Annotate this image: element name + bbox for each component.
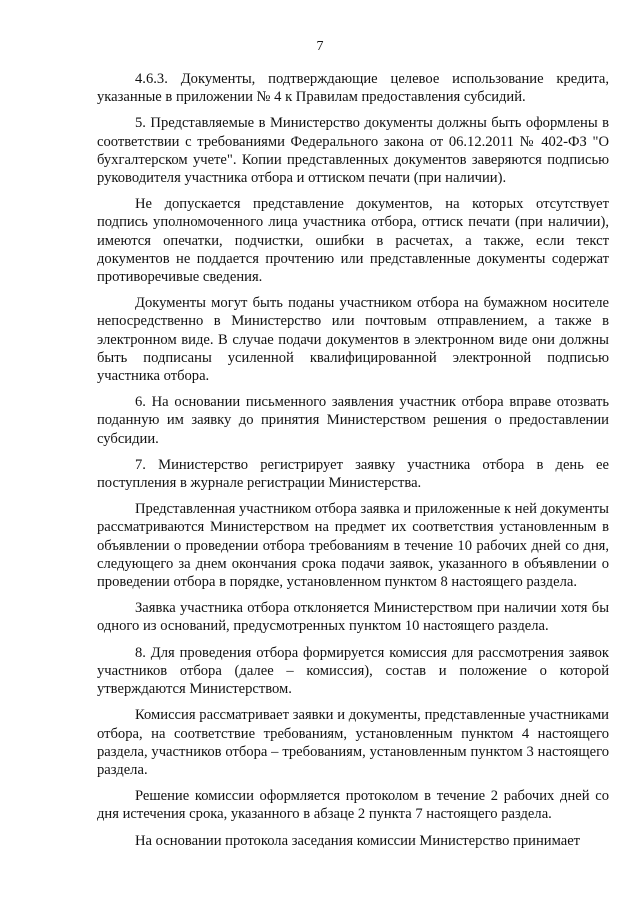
paragraph-7: 7. Министерство регистрирует заявку участника отбора в день ее поступления в журнале регистрации Министерства. bbox=[97, 456, 609, 492]
paragraph-review-period: Представленная участником отбора заявка и приложенные к ней документы рассматриваются Министерством на предмет их соответствия установленным в объявлении о проведении отбора требованиям в течение 10 рабочих дней со дня, следующего за днем окончания срока подачи заявок, указанного в объявлении о проведении отбора в порядке, установленном пунктом 8 настоящего раздела. bbox=[97, 501, 609, 591]
paragraph-document-restrictions: Не допускается представление документов, на которых отсутствует подпись уполномоченного лица участника отбора, оттиск печати (при наличии), имеются опечатки, подчистки, ошибки в расчетах, а также, если текст документов не поддается прочтению или представленные документы содержат противоречивые сведения. bbox=[97, 196, 609, 286]
paragraph-rejection: Заявка участника отбора отклоняется Министерством при наличии хотя бы одного из оснований, предусмотренных пунктом 10 настоящего раздела. bbox=[97, 600, 609, 635]
page-number: 7 bbox=[316, 39, 324, 54]
paragraph-6: 6. На основании письменного заявления участник отбора вправе отозвать поданную им заявку до принятия Министерством решения о предоставлении субсидии. bbox=[97, 394, 609, 447]
paragraph-protocol-basis: На основании протокола заседания комиссии Министерство принимает bbox=[135, 832, 581, 849]
paragraph-5: 5. Представляемые в Министерство документы должны быть оформлены в соответствии с требованиями Федерального закона от 06.12.2011 № 402-ФЗ "О бухгалтерском учете". Копии представленных документов заверяются подписью руководителя участника отбора и оттиском печати (при наличии). bbox=[97, 115, 609, 187]
paragraph-commission-decision: Решение комиссии оформляется протоколом в течение 2 рабочих дней со дня истечения срока, указанного в абзаце 2 пункта 7 настоящего раздела. bbox=[97, 788, 609, 823]
paragraph-commission-review: Комиссия рассматривает заявки и документы, представленные участниками отбора, на соответствие требованиям, установленным пунктом 4 настоящего раздела, участников отбора – требованиям, установленным пунктом 3 настоящего раздела. bbox=[97, 707, 609, 778]
paragraph-submission-methods: Документы могут быть поданы участником отбора на бумажном носителе непосредственно в Министерство или почтовым отправлением, а также в электронном виде. В случае подачи документов в электронном виде они должны быть подписаны усиленной квалифицированной электронной подписью участника отбора. bbox=[97, 295, 609, 385]
document-body bbox=[97, 70, 609, 858]
paragraph-4-6-3: 4.6.3. Документы, подтверждающие целевое использование кредита, указанные в приложении № 4 к Правилам предоставления субсидий. bbox=[97, 71, 609, 106]
paragraph-8: 8. Для проведения отбора формируется комиссия для рассмотрения заявок участников отбора (далее – комиссия), состав и положение о которой утверждаются Министерством. bbox=[97, 644, 609, 698]
